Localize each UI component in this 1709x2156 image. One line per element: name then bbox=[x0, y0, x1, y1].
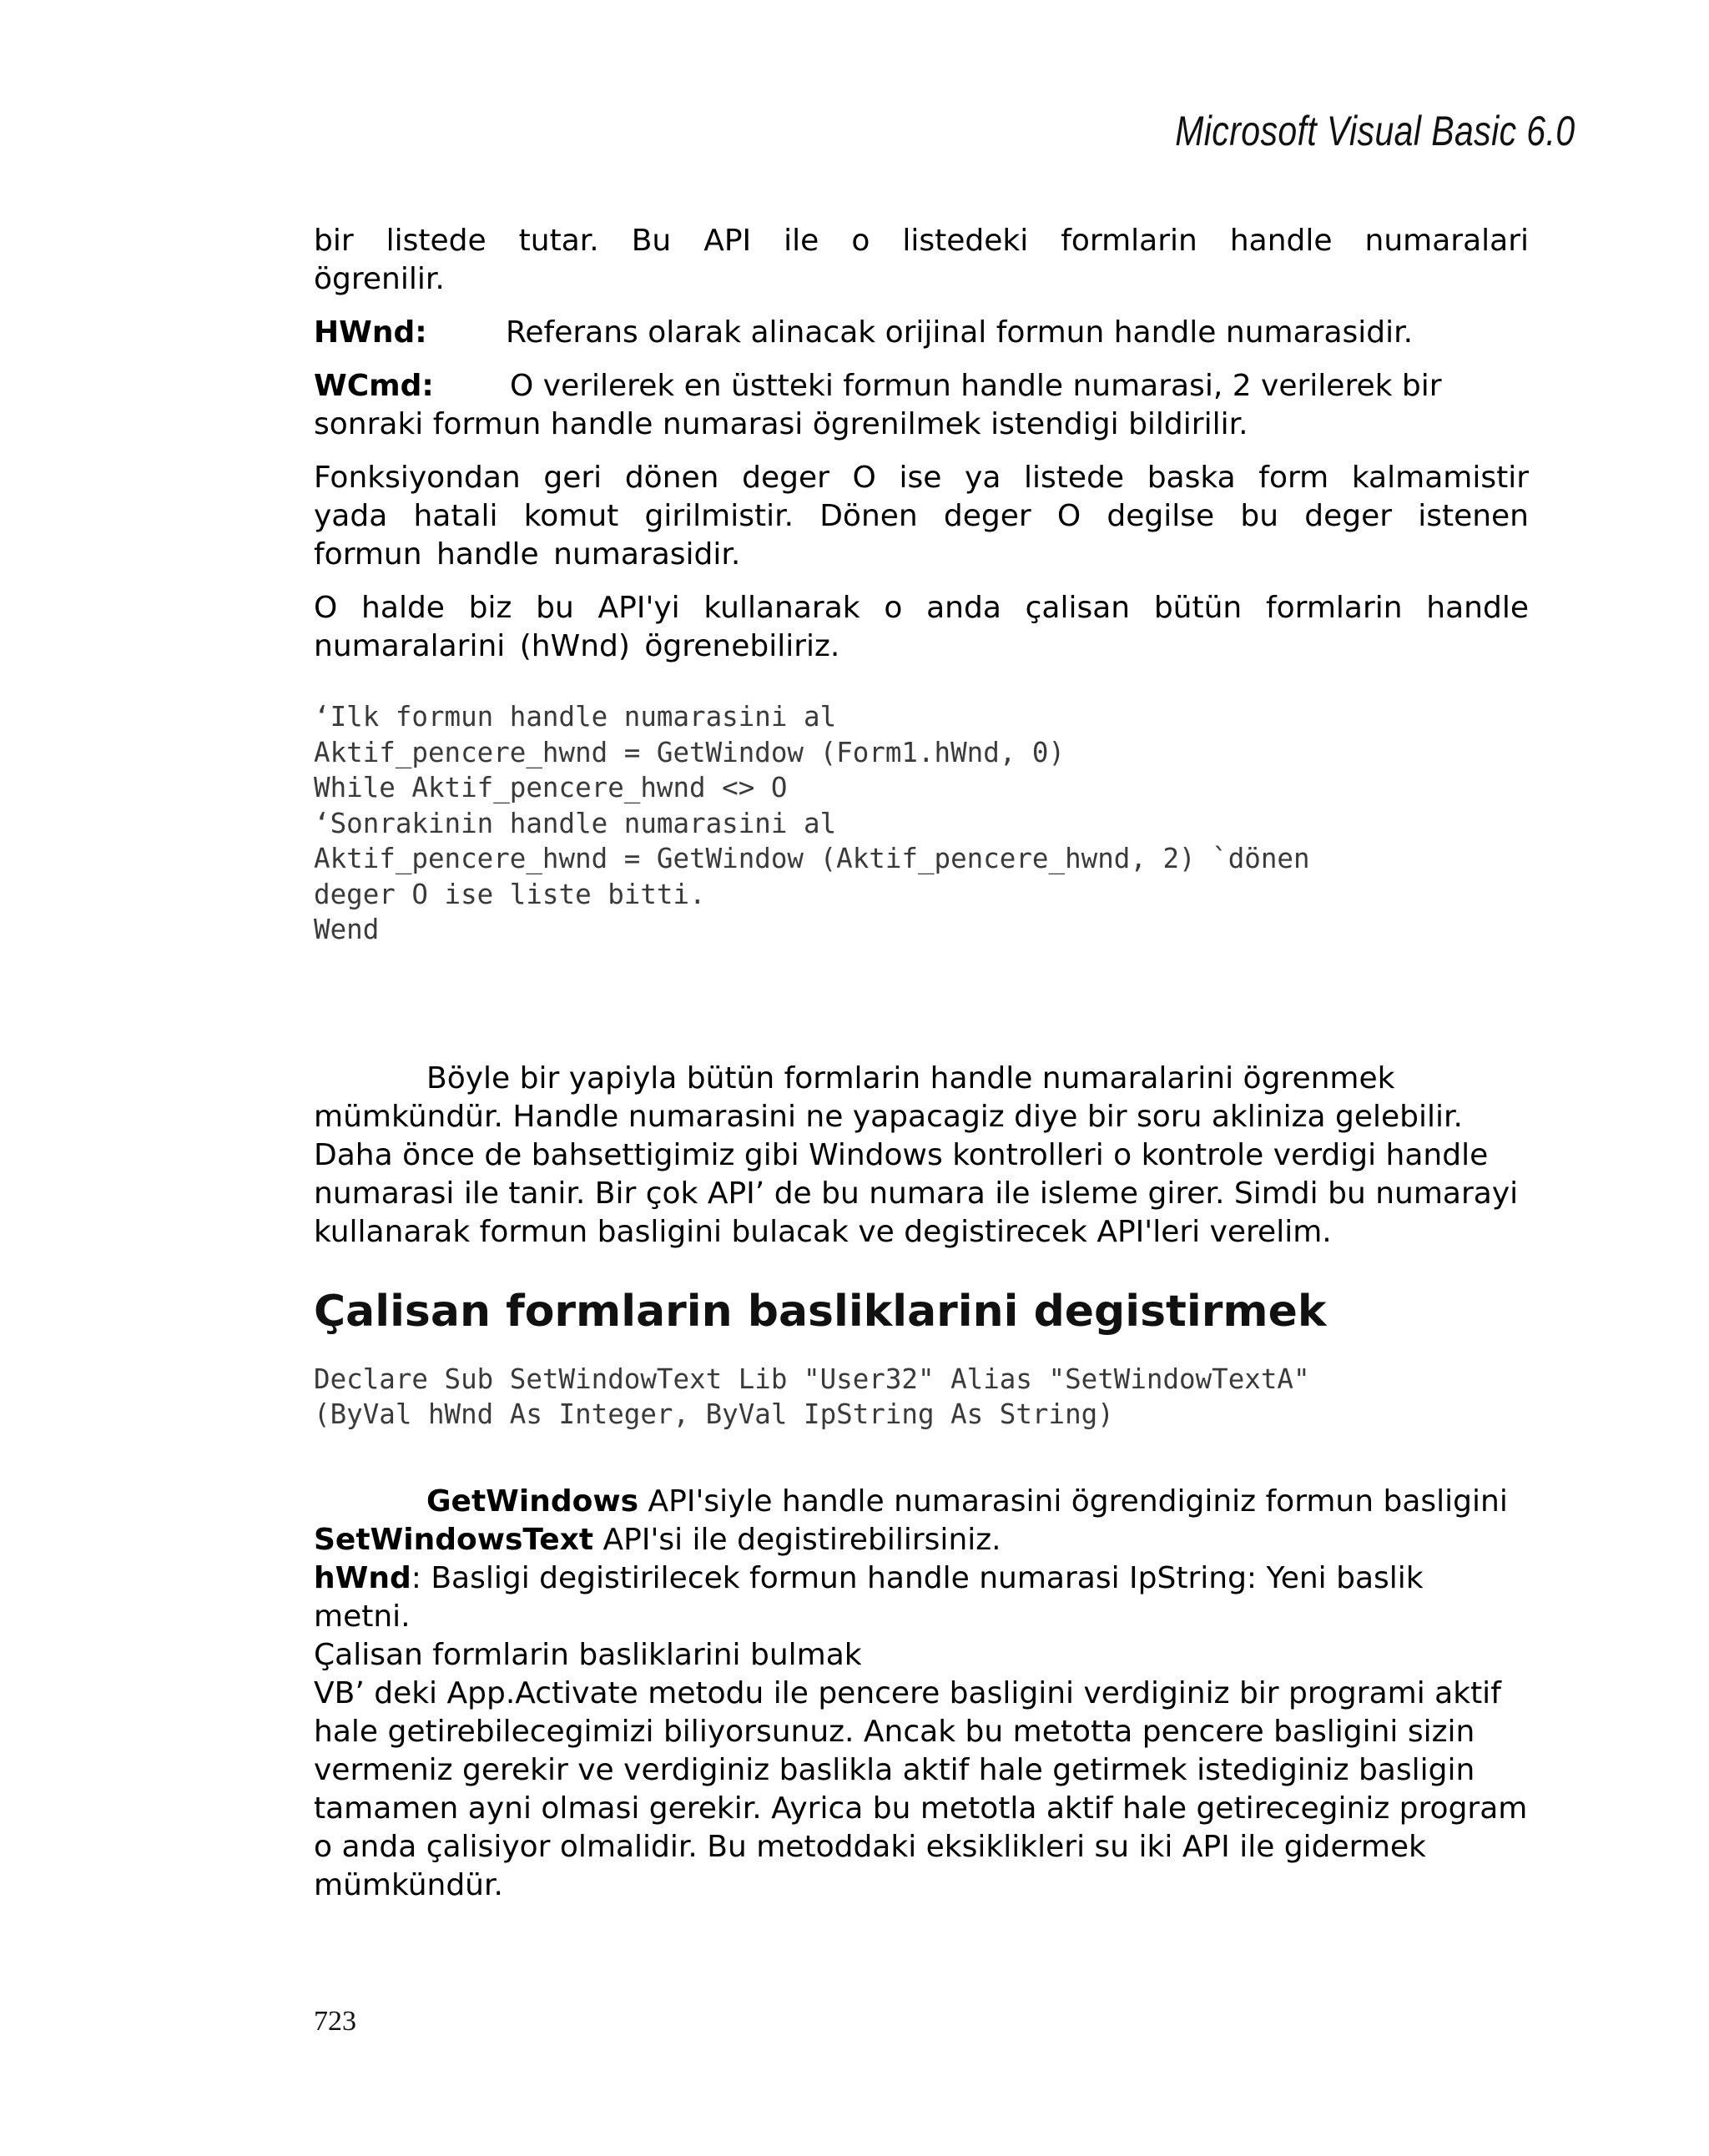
running-header: Microsoft Visual Basic 6.0 bbox=[1175, 108, 1575, 154]
code-block-declare: Declare Sub SetWindowText Lib "User32" Alias "SetWindowTextA" (ByVal hWnd As Integer, ByVal IpString As String) bbox=[314, 1363, 1310, 1430]
return-value-paragraph: Fonksiyondan geri dönen deger O ise ya listede baska form kalmamistir yada hatali komut girilmistir. Dönen deger O degilse bu deger istenen formun handle numarasidir. bbox=[314, 461, 1529, 572]
app-activate-paragraph: VB’ deki App.Activate metodu ile pencere basligini verdiginiz bir programi aktif hale getirebilecegimizi biliyorsunuz. Ancak bu metotta pencere basligini sizin vermeniz gerekir ve verdiginiz baslikla aktif hale getirmek istediginiz basligin tamamen ayni olmasi gerekir. Ayrica bu metotla aktif hale getireceginiz program o anda çalisiyor olmalidir. Bu metoddaki eksiklikleri su iki API ile gidermek mümkündür. bbox=[314, 1675, 1528, 1902]
code-block-getwindow: ‘Ilk formun handle numarasini al Aktif_pencere_hwnd = GetWindow (Form1.hWnd, 0) While Aktif_pencere_hwnd <> O ‘Sonrakinin handle numarasini al Aktif_pencere_hwnd = GetWindow (Aktif_pencere_hwnd, 2) `dönen deger O ise liste bitti. Wend bbox=[314, 701, 1310, 945]
handle-explanation-paragraph: Böyle bir yapiyla bütün formlarin handle numaralarini ögrenmek mümkündür. Handle numarasini ne yapacagiz diye bir soru akliniza gelebilir. Daha önce de bahsettigimiz gibi Windows kontrolleri o kontrole verdigi handle numarasi ile tanir. Bir çok API’ de bu numara ile isleme girer. Simdi bu numarayi kullanarak formun basligini bulacak ve degistirecek API'leri verelim. bbox=[314, 1060, 1519, 1249]
usage-paragraph: O halde biz bu API'yi kullanarak o anda çalisan bütün formlarin handle numaralarini (hWnd) ögrenebiliriz. bbox=[314, 591, 1529, 663]
setwindowtext-paragraph: GetWindows API'siyle handle numarasini ögrendiginiz formun basligini SetWindowsText API'si ile degistirebilirsiniz. bbox=[314, 1484, 1508, 1557]
hwnd-param-label: hWnd bbox=[314, 1560, 411, 1595]
getwindows-term: GetWindows bbox=[426, 1484, 639, 1519]
intro-paragraph: bir listede tutar. Bu API ile o listedeki formlarin handle numaralari ögrenilir. bbox=[314, 224, 1529, 296]
page-number: 723 bbox=[314, 2006, 356, 2037]
hwnd-label: HWnd: bbox=[314, 315, 427, 350]
hwnd-definition bbox=[314, 314, 1529, 352]
hwnd-description: Referans olarak alinacak orijinal formun handle numarasidir. bbox=[506, 315, 1414, 350]
page-content bbox=[314, 222, 1529, 1905]
subheading: Çalisan formlarin basliklarini bulmak bbox=[314, 1637, 862, 1672]
wcmd-definition bbox=[314, 367, 1529, 444]
hwnd-param-paragraph: hWnd: Basligi degistirilecek formun handle numarasi IpString: Yeni baslik metni. bbox=[314, 1560, 1424, 1634]
section-heading: Çalisan formlarin basliklarini degistirmek bbox=[314, 1286, 1327, 1337]
wcmd-description: O verilerek en üstteki formun handle numarasi, 2 verilerek bir sonraki formun handle numarasi ögrenilmek istendigi bildirilir. bbox=[314, 369, 1442, 441]
wcmd-label: WCmd: bbox=[314, 369, 434, 403]
setwindowstext-term: SetWindowsText bbox=[314, 1522, 594, 1557]
